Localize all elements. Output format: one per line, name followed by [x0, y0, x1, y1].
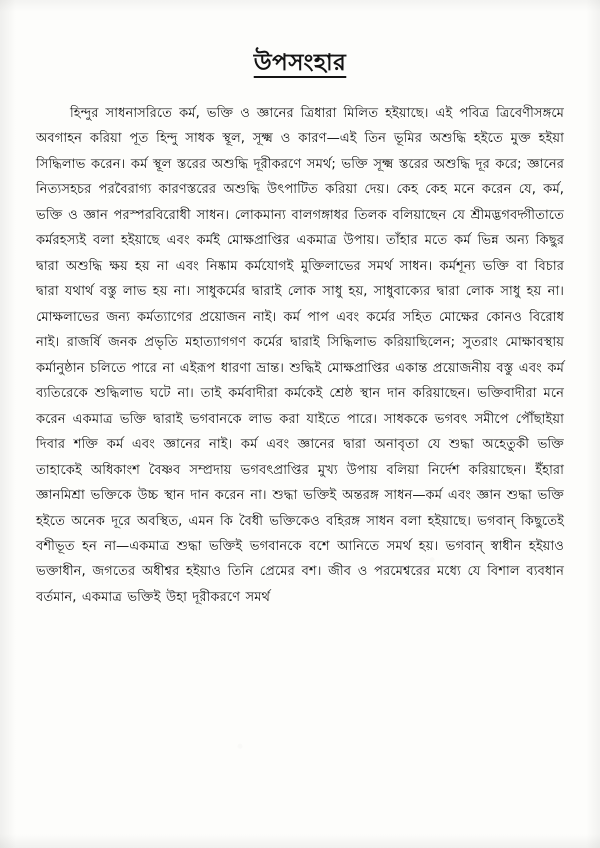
page-edge-shadow-left [0, 0, 16, 848]
page-edge-shadow-bottom [0, 834, 600, 848]
page-edge-shadow-right [586, 0, 600, 848]
body-paragraph: হিন্দুর সাধনাসরিতে কর্ম, ভক্তি ও জ্ঞানের ত্রিধারা মিলিত হইয়াছে। এই পবিত্র ত্রিবেণীসঙ্গমে অবগাহন করিয়া পূত হিন্দু সাধক স্থূল, সূক্ষ্ম ও কারণ—এই তিন ভূমির অশুদ্ধি হইতে মুক্ত হইয়া সিদ্ধিলাভ করেন। কর্ম স্থূল স্তরের অশুদ্ধি দূরীকরণে সমর্থ; ভক্তি সূক্ষ্ম স্তরের অশুদ্ধি দূর করে; জ্ঞানের নিত্যসহচর পরবৈরাগ্য কারণস্তরের অশুদ্ধি উৎপাটিত করিয়া দেয়। কেহ কেহ মনে করেন যে, কর্ম, ভক্তি ও জ্ঞান পরস্পরবিরোধী সাধন। লোকমান্য বালগঙ্গাধর তিলক বলিয়াছেন যে শ্রীমদ্ভগবদ্গীতাতে কর্মরহস্যই বলা হইয়াছে এবং কর্মই মোক্ষপ্রাপ্তির একমাত্র উপায়। তাঁহার মতে কর্ম ভিন্ন অন্য কিছুর দ্বারা অশুদ্ধি ক্ষয় হয় না এবং নিষ্কাম কর্মযোগই মুক্তিলাভের সমর্থ সাধন। কর্মশূন্য ভক্তি বা বিচার দ্বারা যথার্থ বস্তু লাভ হয় না। সাধুকর্মের দ্বারাই লোক সাধু হয়, সাধুবাক্যের দ্বারা লোক সাধু হয় না। মোক্ষলাভের জন্য কর্মত্যাগের প্রয়োজন নাই। কর্ম পাপ এবং কর্মের সহিত মোক্ষের কোনও বিরোধ নাই। রাজর্ষি জনক প্রভৃতি মহাত্যাগগণ কর্মের দ্বারাই সিদ্ধিলাভ করিয়াছিলেন; সুতরাং মোক্ষাবস্থায় কর্মানুষ্ঠান চলিতে পারে না এইরূপ ধারণা ভ্রান্ত। শুদ্ধিই মোক্ষপ্রাপ্তির একান্ত প্রয়োজনীয় বস্তু এবং কর্ম ব্যতিরেকে শুদ্ধিলাভ ঘটে না। তাই কর্মবাদীরা কর্মকেই শ্রেষ্ঠ স্থান দান করিয়াছেন। ভক্তিবাদীরা মনে করেন একমাত্র ভক্তি দ্বারাই ভগবানকে লাভ করা যাইতে পারে। সাধককে ভগবৎ সমীপে পৌঁছাইয়া দিবার শক্তি কর্ম এবং জ্ঞানের নাই। কর্ম এবং জ্ঞানের দ্বারা অনাবৃতা যে শুদ্ধা অহেতুকী ভক্তি তাহাকেই অধিকাংশ বৈষ্ণব সম্প্রদায় ভগবৎপ্রাপ্তির মুখ্য উপায় বলিয়া নির্দেশ করিয়াছেন। ইঁহারা জ্ঞানমিশ্রা ভক্তিকে উচ্চ স্থান দান করেন না। শুদ্ধা ভক্তিই অন্তরঙ্গ সাধন—কর্ম এবং জ্ঞান শুদ্ধা ভক্তি হইতে অনেক দূরে অবস্থিত, এমন কি বৈধী ভক্তিকেও বহিরঙ্গ সাধন বলা হইয়াছে। ভগবান্ কিছুতেই বশীভূত হন না—একমাত্র শুদ্ধা ভক্তিই ভগবানকে বশে আনিতে সমর্থ হয়। ভগবান্ স্বাধীন হইয়াও ভক্তাধীন, জগতের অধীশ্বর হইয়াও তিনি প্রেমের বশ। জীব ও পরমেশ্বরের মধ্যে যে বিশাল ব্যবধান বর্তমান, একমাত্র ভক্তিই উহা দূরীকরণে সমর্থ [36, 106, 564, 605]
page-edge-shadow-top [0, 0, 600, 12]
page-title: উপসংহার [253, 50, 347, 76]
